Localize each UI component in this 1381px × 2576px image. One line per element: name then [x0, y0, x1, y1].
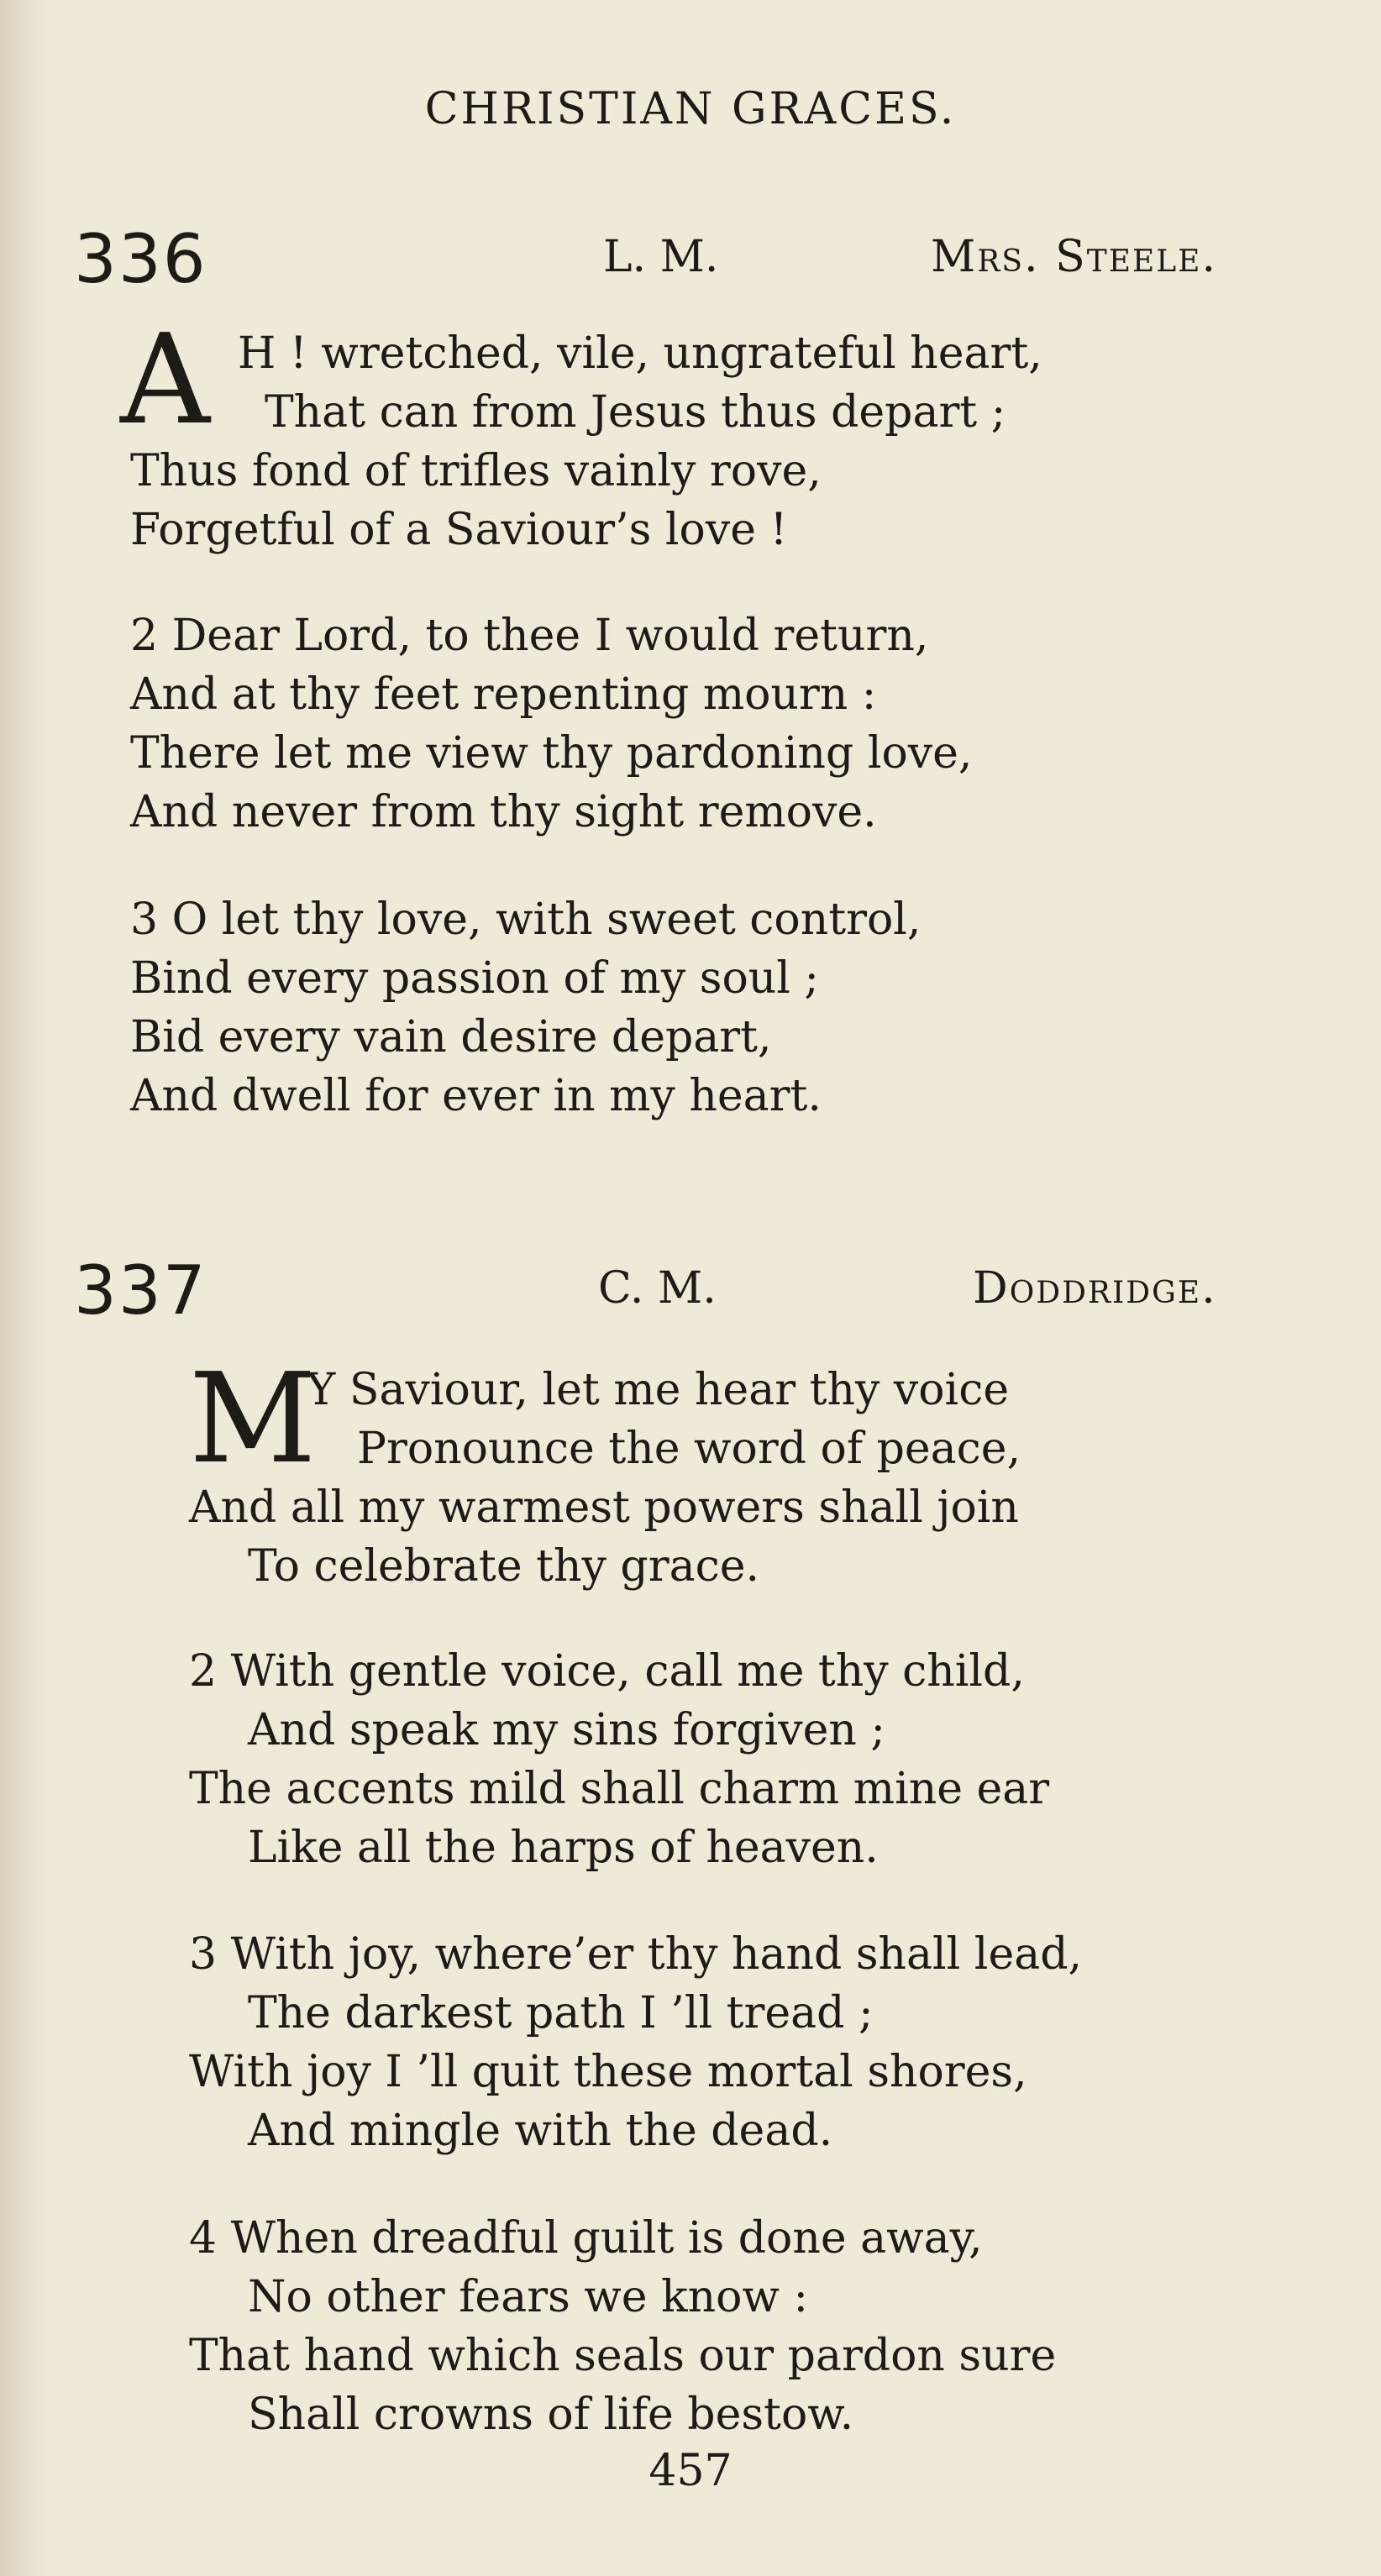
hymn-336-header — [0, 220, 1381, 304]
verse-line: Like all the harps of heaven. — [248, 1823, 879, 1873]
verse-line: And speak my sins forgiven ; — [248, 1705, 885, 1755]
hymn-337-header — [0, 1251, 1381, 1335]
verse-line: H ! wretched, vile, ungrateful heart, — [238, 328, 1042, 379]
hymn-337-verse-1 — [189, 1361, 1021, 1596]
verse-line: Pronounce the word of peace, — [357, 1424, 1021, 1474]
hymn-meter: C. M. — [598, 1263, 717, 1314]
verse-line: 4 When dreadful guilt is done away, — [189, 2213, 983, 2264]
verse-line: To celebrate thy grace. — [248, 1541, 759, 1592]
verse-line: And at thy feet repenting mourn : — [130, 669, 877, 720]
verse-line: And never from thy sight remove. — [130, 787, 877, 837]
verse-line: The accents mild shall charm mine ear — [189, 1764, 1050, 1814]
verse-line: And dwell for ever in my heart. — [130, 1071, 822, 1121]
verse-line: With joy I ’ll quit these mortal shores, — [189, 2047, 1027, 2097]
verse-line: Bind every passion of my soul ; — [130, 953, 819, 1004]
drop-cap: A — [120, 307, 210, 452]
hymn-337-verse-2 — [189, 1642, 1049, 1877]
verse-line: Thus fond of trifles vainly rove, — [130, 446, 822, 496]
verse-line: And all my warmest powers shall join — [189, 1482, 1019, 1533]
verse-line: Bid every vain desire depart, — [130, 1012, 772, 1062]
hymn-336-verse-2 — [130, 606, 972, 842]
hymn-author: Mrs. Steele. — [931, 232, 1217, 282]
verse-line: That hand which seals our pardon sure — [189, 2331, 1057, 2381]
hymn-336-verse-1 — [130, 324, 1042, 559]
verse-line: Shall crowns of life bestow. — [248, 2390, 854, 2440]
verse-line: And mingle with the dead. — [248, 2106, 833, 2156]
verse-line: Forgetful of a Saviour’s love ! — [130, 505, 788, 555]
running-head: CHRISTIAN GRACES. — [424, 84, 957, 134]
hymn-number: 337 — [74, 1251, 207, 1330]
hymn-author: Doddridge. — [973, 1263, 1217, 1314]
verse-line: 2 Dear Lord, to thee I would return, — [130, 611, 929, 661]
verse-line: The darkest path I ’ll tread ; — [248, 1988, 874, 2038]
verse-line: That can from Jesus thus depart ; — [265, 387, 1006, 438]
hymn-337-verse-3 — [189, 1925, 1082, 2160]
verse-line: 2 With gentle voice, call me thy child, — [189, 1646, 1025, 1697]
verse-line: No other fears we know : — [248, 2272, 808, 2322]
drop-cap: M — [189, 1346, 317, 1491]
hymn-337-verse-4 — [189, 2209, 1056, 2444]
hymn-meter: L. M. — [603, 232, 719, 282]
hymn-336-verse-3 — [130, 890, 921, 1125]
page-number: 457 — [648, 2446, 733, 2496]
verse-line: 3 O let thy love, with sweet control, — [130, 895, 922, 945]
verse-line: Y Saviour, let me hear thy voice — [307, 1365, 1010, 1415]
hymn-number: 336 — [74, 220, 207, 298]
verse-line: 3 With joy, where’er thy hand shall lead, — [189, 1929, 1083, 1980]
verse-line: There let me view thy pardoning love, — [130, 728, 973, 779]
